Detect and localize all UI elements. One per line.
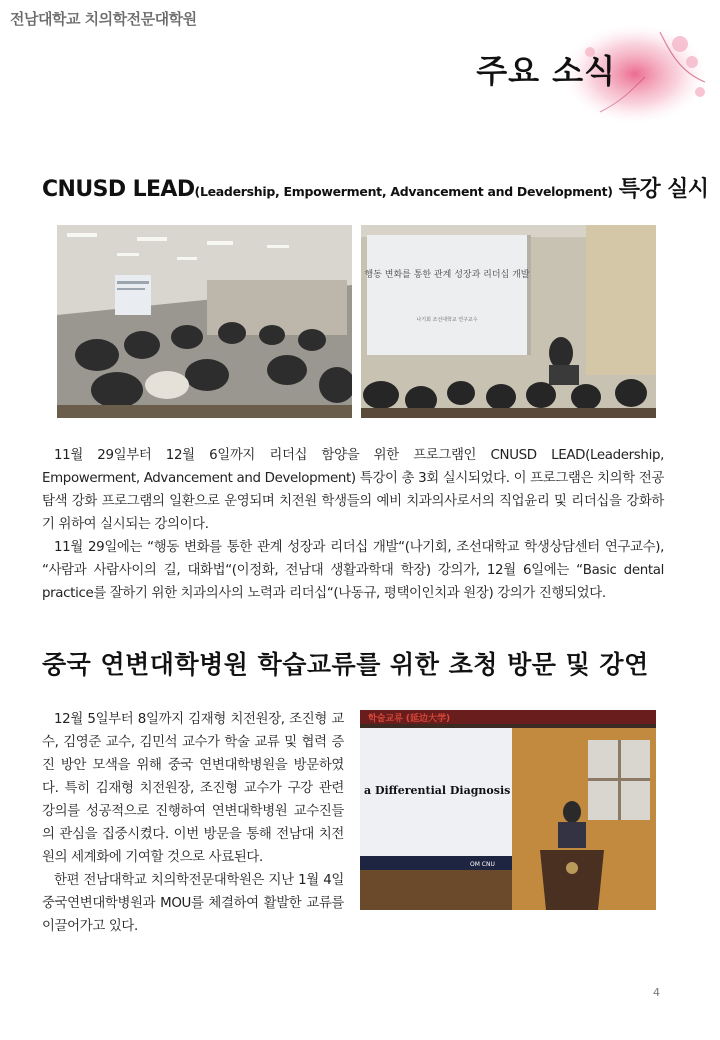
article1-headline <box>42 172 708 203</box>
article1-title-suffix: 특강 실시 <box>618 177 709 202</box>
header-brand: 전남대학교 치의학전문대학원 <box>10 10 197 28</box>
slide-title-text: 행동 변화를 통한 관계 성장과 리더십 개발 <box>364 270 530 280</box>
article2-headline: 중국 연변대학병원 학습교류를 위한 초청 방문 및 강연 <box>42 650 649 679</box>
banner-text: 학술교류 (延边大学) <box>368 714 451 724</box>
slide-diagnosis-text: a Differential Diagnosis <box>364 784 511 797</box>
article1-paragraph-2: 11월 29일에는 “행동 변화를 통한 관계 성장과 리더십 개발“(나기회, 조선대학교 학생상담센터 연구교수), “사람과 사람사이의 길, 대화법“(이정화, 전남대 생활과학대 학장) 강의가, 12월 6일에는 “Basic dental practice를 잘하기 위한 치과의사의 노력과 리더십“(나동규, 평택이인치과 원장) 강의가 진행되었다. <box>42 540 664 601</box>
section-title: 주요 소식 <box>476 52 616 90</box>
article2-body <box>42 708 344 938</box>
page-number: 4 <box>653 986 660 999</box>
article1-paragraph-1: 11월 29일부터 12월 6일까지 리더십 함양을 위한 프로그램인 CNUSD LEAD(Leadership, Empowerment, Advancement and Development) 특강이 총 3회 실시되었다. 이 프로그램은 치의학 전공 탐색 강화 프로그램의 일환으로 운영되며 치전원 학생들의 예비 치과의사로서의 직업윤리 및 리더십을 강화하기 위하여 실시되는 강의이다. <box>42 448 664 532</box>
yanbian-lecture-photo <box>360 710 656 910</box>
lecture-hall-photo <box>57 225 352 418</box>
article1-title-prefix: CNUSD LEAD <box>42 177 195 202</box>
article2-paragraph-1: 12월 5일부터 8일까지 김재형 치전원장, 조진형 교수, 김영준 교수, 김민석 교수가 학술 교류 및 협력 증진 방안 모색을 위해 중국 연변대학병원을 방문하였다. 특히 김재형 치전원장, 조진형 교수가 구강 관련 강의를 성공적으로 진행하여 연변대학병원 교수진들의 관심을 집중시켰다. 이번 방문을 통해 전남대 치전원의 세계화에 기여할 것으로 사료된다. <box>42 712 344 865</box>
slide-presenter-text: 나기회 조선대학교 연구교수 <box>416 317 478 323</box>
presentation-photo <box>361 225 656 418</box>
slide-footer-text: OM CNU <box>470 861 495 868</box>
article2-paragraph-2: 한편 전남대학교 치의학전문대학원은 지난 1월 4일 중국연변대학병원과 MOU를 체결하여 활발한 교류를 이끌어가고 있다. <box>42 873 344 934</box>
article1-body <box>42 444 664 605</box>
article1-title-paren: (Leadership, Empowerment, Advancement and Development) <box>194 184 613 199</box>
